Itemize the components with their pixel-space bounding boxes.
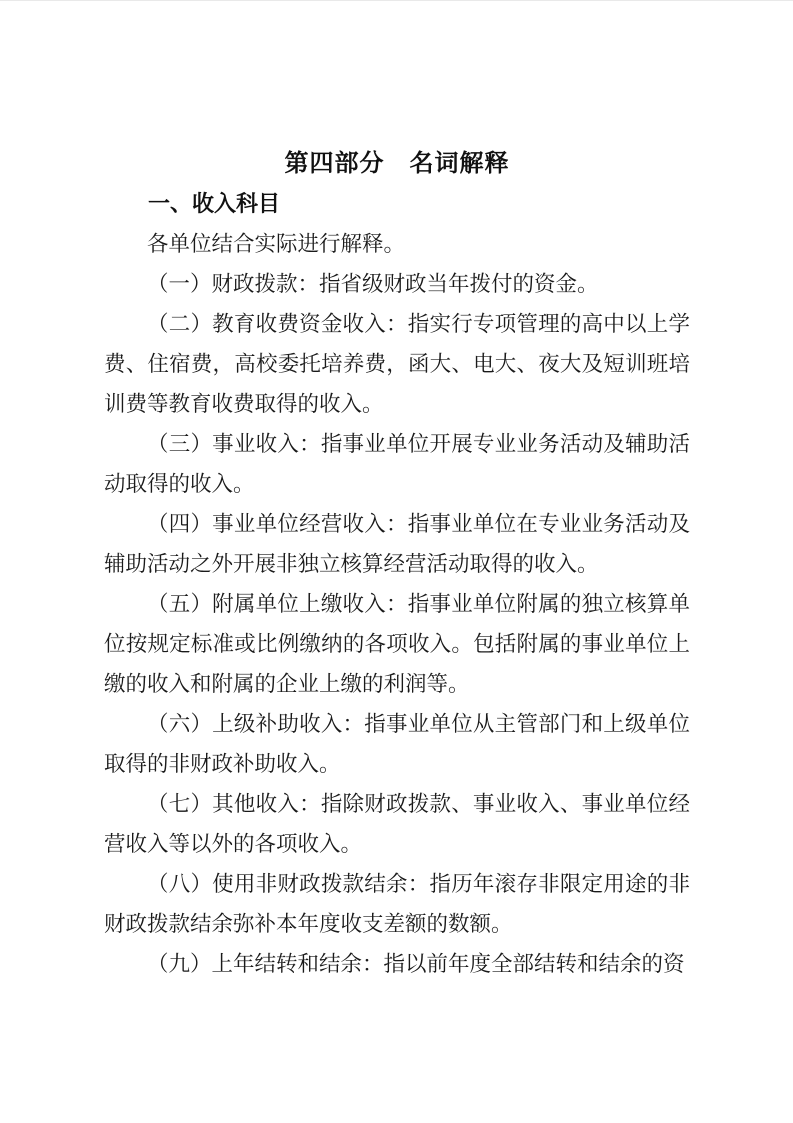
paragraph-item-5: （五）附属单位上缴收入：指事业单位附属的独立核算单位按规定标准或比例缴纳的各项收入。包括附属的事业单位上缴的收入和附属的企业上缴的利润等。 [104,592,690,696]
page-content [104,144,690,984]
paragraph-item-6: （六）上级补助收入：指事业单位从主管部门和上级单位取得的非财政补助收入。 [104,712,690,776]
paragraph-item-8: （八）使用非财政拨款结余：指历年滚存非限定用途的非财政拨款结余弥补本年度收支差额的数额。 [104,872,690,936]
paragraph-item-9: （九）上年结转和结余：指以前年度全部结转和结余的资 [147,952,685,976]
paragraph-item-7: （七）其他收入：指除财政拨款、事业收入、事业单位经营收入等以外的各项收入。 [104,792,690,856]
paragraph-item-3: （三）事业收入：指事业单位开展专业业务活动及辅助活动取得的收入。 [104,432,690,496]
paragraph-item-1: （一）财政拨款：指省级财政当年拨付的资金。 [147,272,599,296]
section-heading: 一、收入科目 [148,191,281,216]
paragraph-item-4: （四）事业单位经营收入：指事业单位在专业业务活动及辅助活动之外开展非独立核算经营活动取得的收入。 [104,512,690,576]
paragraph-intro: 各单位结合实际进行解释。 [147,232,406,256]
page-title: 第四部分 名词解释 [284,150,510,177]
paragraph-item-2: （二）教育收费资金收入：指实行专项管理的高中以上学费、住宿费，高校委托培养费，函大、电大、夜大及短训班培训费等教育收费取得的收入。 [104,312,690,416]
